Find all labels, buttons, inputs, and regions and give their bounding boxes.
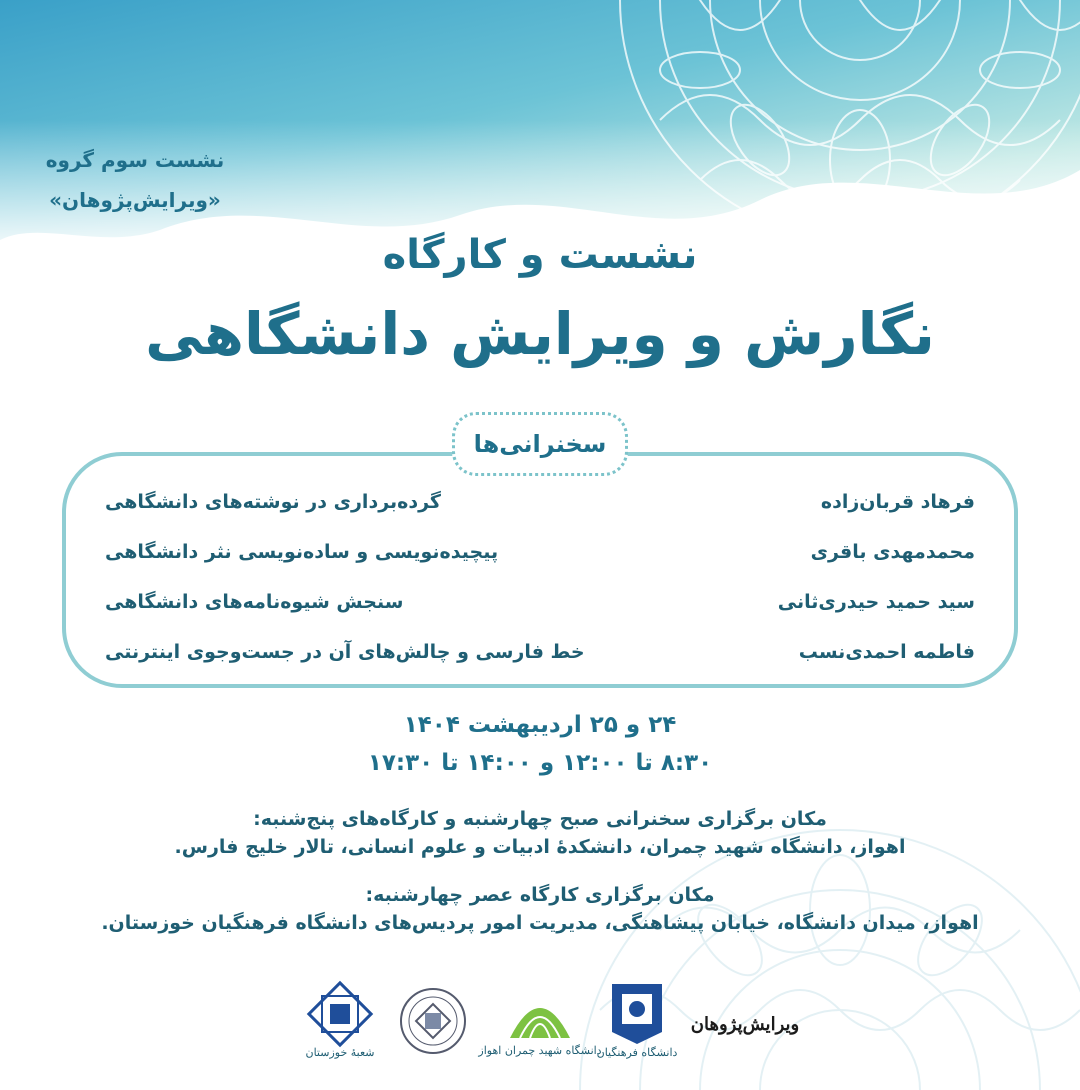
- khuzestan-caption: شعبهٔ خوزستان: [305, 1046, 375, 1059]
- farhangian-caption: دانشگاه فرهنگیان: [596, 1046, 678, 1059]
- group-label-line2: «ویرایش‌پژوهان»: [49, 188, 221, 212]
- group-label: [30, 140, 240, 220]
- talk-speaker: فرهاد قربان‌زاده: [820, 491, 975, 513]
- talk-topic: خط فارسی و چالش‌های آن در جست‌وجوی اینترنتی: [105, 641, 585, 663]
- talk-topic: گرده‌برداری در نوشته‌های دانشگاهی: [105, 491, 441, 513]
- virayesh-logo-text: ویرایش‌پژوهان: [690, 1014, 800, 1035]
- talk-row: [105, 482, 975, 522]
- talk-row: [105, 582, 975, 622]
- talk-topic: پیچیده‌نویسی و ساده‌نویسی نثر دانشگاهی: [105, 541, 499, 563]
- event-date: ۲۴ و ۲۵ اردیبهشت ۱۴۰۴: [403, 712, 677, 738]
- event-subtitle: نشست و کارگاه: [382, 232, 698, 278]
- mandala-ornament-top: [560, 0, 1080, 250]
- talks-heading: سخنرانی‌ها: [452, 412, 628, 476]
- farhangian-university-logo: [596, 976, 678, 1059]
- venue1-address: اهواز، دانشگاه شهید چمران، دانشکدهٔ ادبیات و علوم انسانی، تالار خلیج فارس.: [174, 836, 906, 858]
- talk-topic: سنجش شیوه‌نامه‌های دانشگاهی: [105, 591, 404, 613]
- venue2-title: مکان برگزاری کارگاه عصر چهارشنبه:: [365, 884, 715, 906]
- talk-row: [105, 532, 975, 572]
- university-seal-logo: [398, 986, 468, 1066]
- khuzestan-branch-logo: [300, 982, 380, 1062]
- venue1-title: مکان برگزاری سخنرانی صبح چهارشنبه و کارگاه‌های پنج‌شنبه:: [253, 808, 827, 830]
- event-time: ۸:۳۰ تا ۱۲:۰۰ و ۱۴:۰۰ تا ۱۷:۳۰: [367, 750, 713, 776]
- chamran-caption: دانشگاه شهید چمران اهواز: [478, 1044, 602, 1057]
- event-title: نگارش و ویرایش دانشگاهی: [145, 300, 935, 368]
- talk-speaker: فاطمه احمدی‌نسب: [798, 641, 975, 663]
- venue2-address: اهواز، میدان دانشگاه، خیابان پیشاهنگی، مدیریت امور پردیس‌های دانشگاه فرهنگیان خوزستان.: [101, 912, 979, 934]
- chamran-university-logo: [478, 986, 602, 1066]
- virayesh-pazhohan-logo: [690, 980, 800, 1060]
- group-label-line1: نشست سوم گروه: [45, 148, 225, 172]
- talk-speaker: سید حمید حیدری‌ثانی: [777, 591, 975, 613]
- talk-speaker: محمدمهدی باقری: [810, 541, 975, 563]
- talk-row: [105, 632, 975, 672]
